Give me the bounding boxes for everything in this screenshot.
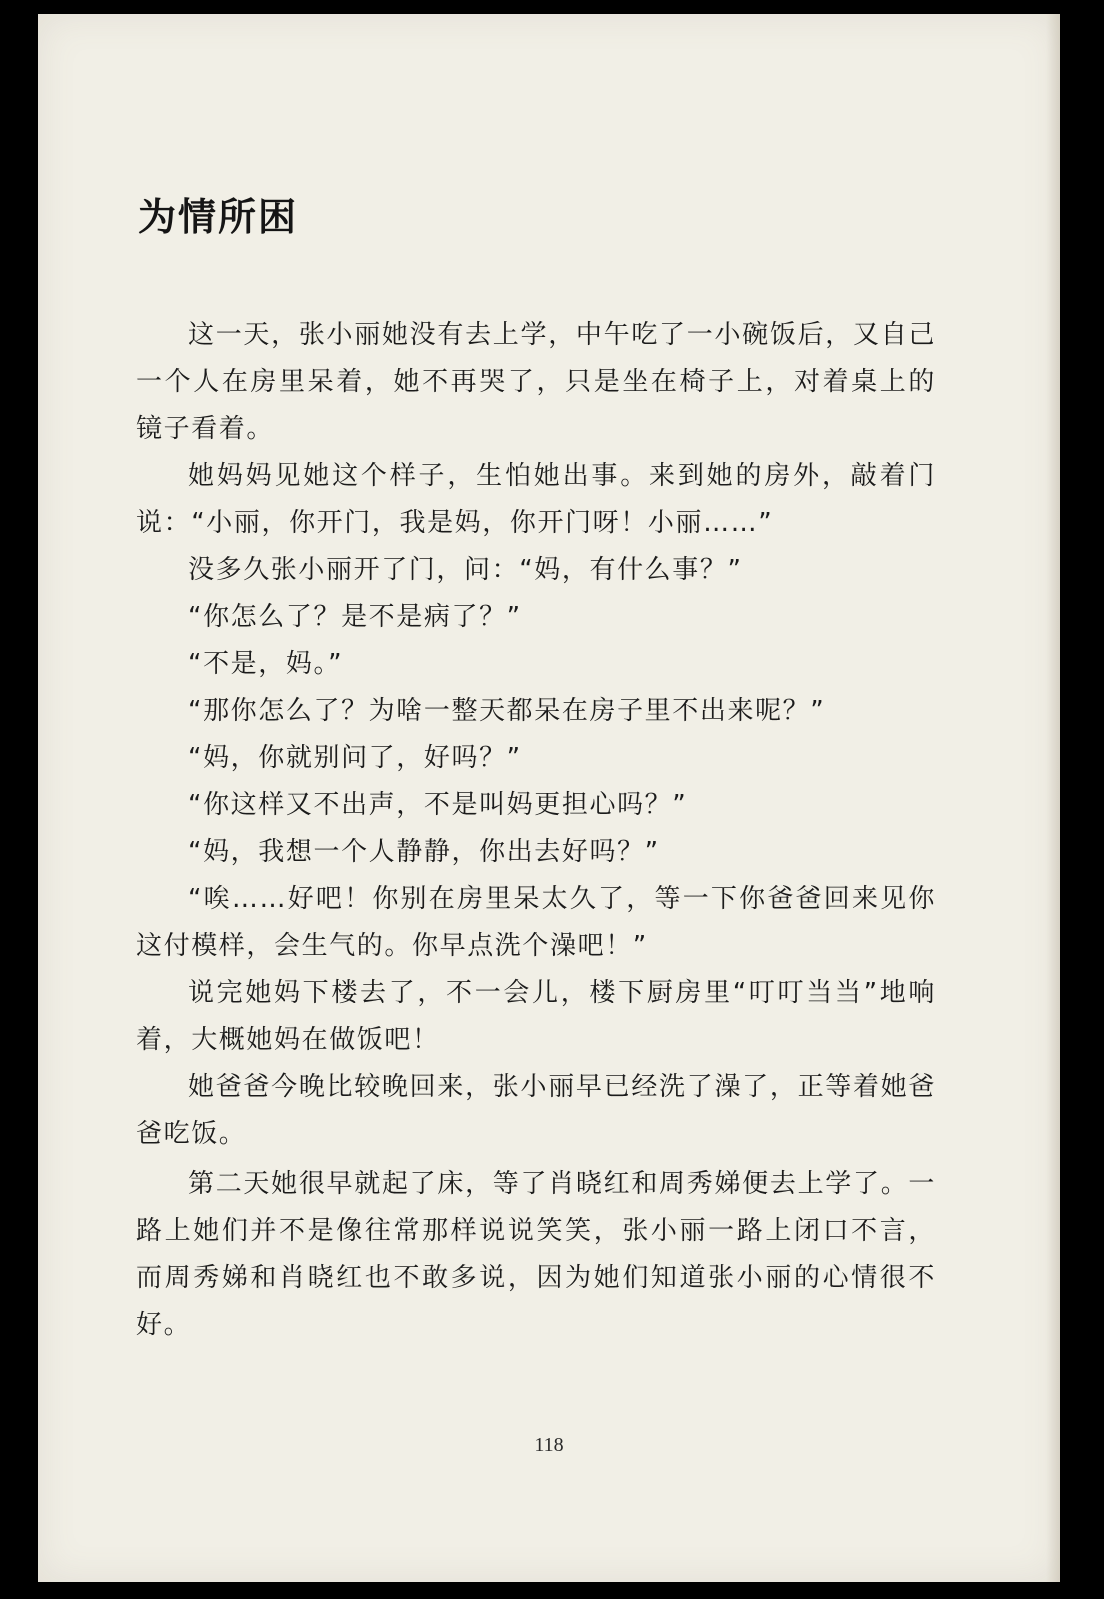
book-page [38, 14, 1060, 1582]
paragraph: “妈，你就别问了，好吗？” [188, 743, 522, 773]
paragraph: 这一天，张小丽她没有去上学，中午吃了一小碗饭后，又自己一个人在房里呆着，她不再哭了，只是坐在椅子上，对着桌上的镜子看着。 [136, 320, 936, 444]
paragraph: “那你怎么了？为啥一整天都呆在房子里不出来呢？” [188, 696, 826, 726]
paragraph: “你怎么了？是不是病了？” [188, 602, 522, 632]
chapter-title: 为情所困 [138, 195, 299, 239]
chapter-body [136, 312, 936, 1349]
paragraph: 她妈妈见她这个样子，生怕她出事。来到她的房外，敲着门说：“小丽，你开门，我是妈，你开门呀！小丽……” [136, 461, 936, 538]
paragraph: 她爸爸今晚比较晚回来，张小丽早已经洗了澡了，正等着她爸爸吃饭。 [136, 1072, 936, 1149]
paragraph: 没多久张小丽开了门，问：“妈，有什么事？” [188, 555, 743, 585]
paragraph: 说完她妈下楼去了，不一会儿，楼下厨房里“叮叮当当”地响着，大概她妈在做饭吧！ [136, 978, 936, 1055]
page-number: 118 [534, 1434, 564, 1456]
paragraph: “妈，我想一个人静静，你出去好吗？” [188, 837, 660, 867]
paragraph: “不是，妈。” [188, 649, 344, 679]
paragraph: “唉……好吧！你别在房里呆太久了，等一下你爸爸回来见你这付模样，会生气的。你早点洗个澡吧！” [136, 884, 936, 961]
paragraph: “你这样又不出声，不是叫妈更担心吗？” [188, 790, 688, 820]
paragraph: 第二天她很早就起了床，等了肖晓红和周秀娣便去上学了。一路上她们并不是像往常那样说说笑笑，张小丽一路上闭口不言，而周秀娣和肖晓红也不敢多说，因为她们知道张小丽的心情很不好。 [136, 1169, 936, 1340]
